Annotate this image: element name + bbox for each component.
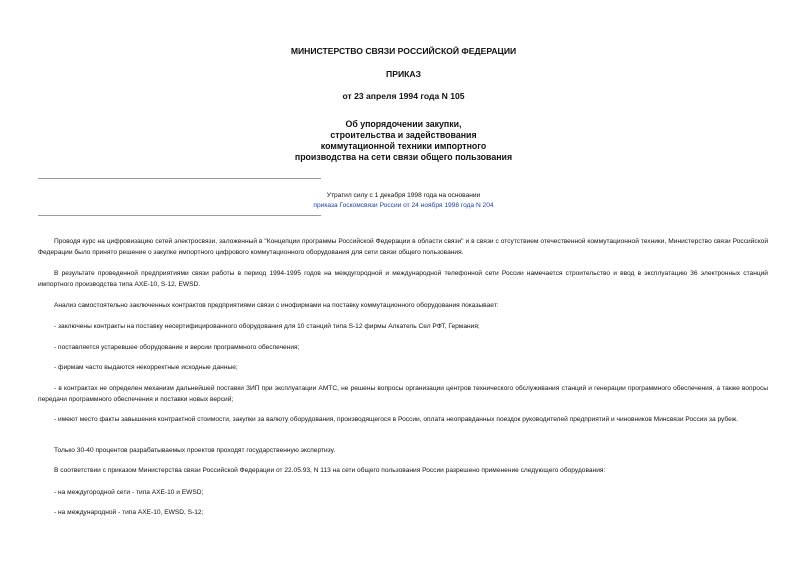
list-item: - фирмам часто выдаются некорректные исходные данные; bbox=[54, 364, 238, 371]
list-item: - на междугородной сети - типа АХЕ-10 и EWSD; bbox=[54, 489, 204, 496]
list-item: - имеют место факты завышения контрактной стоимости, закупки за валюту оборудования, производящегося в России, оплата неоправданных поездок руководителей предприятий и чиновников Минсвязи России за рубеж. bbox=[54, 416, 738, 423]
status-note-text: Утратил силу с 1 декабря 1998 года на основании bbox=[326, 192, 481, 199]
divider-bottom bbox=[38, 215, 321, 216]
document-subject bbox=[0, 119, 807, 163]
body-paragraph: Проводя курс на цифровизацию сетей электросвязи, заложенный в "Концепции программы Российской Федерации в области связи" и в связи с отсутствием отечественной коммутационной техники, Министерство связи Российской Федерации было принято решение о закупке импортного цифрового коммутационного оборудования для сети связи общего пользования. bbox=[38, 238, 768, 256]
body-paragraph: Только 30-40 процентов разрабатываемых проектов проходят государственную экспертизу. bbox=[54, 447, 336, 454]
list-item: - поставляется устаревшее оборудование и версии программного обеспечения; bbox=[54, 344, 300, 351]
divider-top bbox=[38, 178, 321, 179]
list-item: - заключены контракты на поставку несертифицированного оборудования для 10 станций типа S-12 фирмы Алкатель Сел РФТ, Германия; bbox=[54, 323, 480, 330]
subject-line: строительства и задействования bbox=[330, 130, 477, 140]
body-paragraph: В соответствии с приказом Министерства связи Российской Федерации от 22.05.93, N 113 на сети общего пользования России разрешено применение следующего оборудования: bbox=[54, 467, 606, 474]
body-paragraph: Анализ самостоятельно заключенных контрактов предприятиями связи с инофирмами на поставку коммутационного оборудования показывает: bbox=[54, 302, 499, 309]
list-item: - на международной - типа АХЕ-10, EWSD, S-12; bbox=[54, 509, 204, 516]
subject-line: производства на сети связи общего пользования bbox=[294, 152, 513, 162]
body-paragraph: В результате проведенной предприятиями связи работы в период 1994-1995 годов на междугородной и международной телефонной сети России намечается строительство и ввод в эксплуатацию 36 электронных станций импортного производства типа АХЕ-10, S-12, EWSD. bbox=[38, 270, 768, 288]
ministry-heading: МИНИСТЕРСТВО СВЯЗИ РОССИЙСКОЙ ФЕДЕРАЦИИ bbox=[290, 46, 517, 56]
date-number-heading: от 23 апреля 1994 года N 105 bbox=[342, 91, 465, 101]
status-note-link-line bbox=[0, 201, 807, 211]
subject-line: коммутационной техники импортного bbox=[320, 141, 487, 151]
list-item: - в контрактах не определен механизм дальнейшей поставки ЗИП при эксплуатации АМТС, не решены вопросы организации центров технического обслуживания станций и генерации программного обеспечения, а также вопросы передачи программного обеспечения и поставки новых версий; bbox=[38, 385, 768, 403]
subject-line: Об упорядочении закупки, bbox=[345, 119, 462, 129]
document-type-heading: ПРИКАЗ bbox=[386, 69, 421, 79]
repeal-order-link[interactable]: приказа Госкомсвязи России от 24 ноября 1998 года N 204 bbox=[313, 202, 494, 209]
